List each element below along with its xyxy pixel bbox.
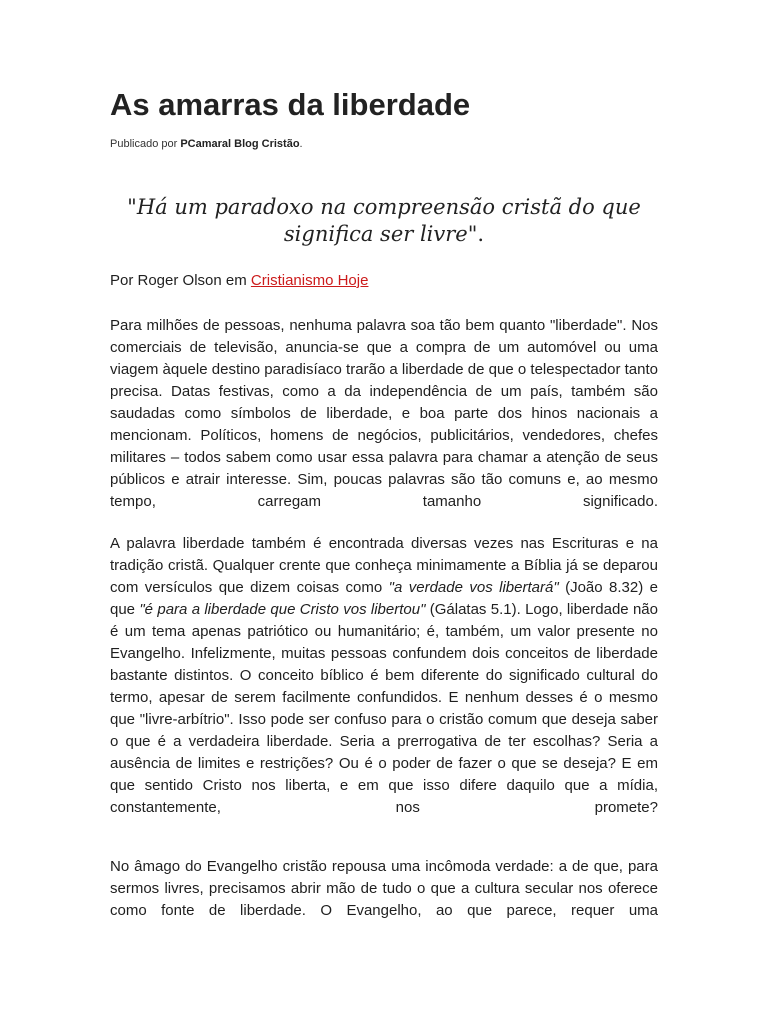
source-link[interactable]: Cristianismo Hoje [250, 272, 369, 289]
paragraph-1: Para milhões de pessoas, nenhuma palavra soa tão bem quanto "liberdade". Nos comerciais de televisão, anuncia-se que a compra de um automóvel ou uma viagem àquele destino paradisíaco trarão a liberdade de que o telespectador tanto precisa. Datas festivas, como a da independência de um país, também são saudadas como símbolos de liberdade, e boa parte dos hinos nacionais a mencionam. Políticos, homens de negócios, publicitários, vendedores, chefes militares – todos sabem como usar essa palavra para chamar a atenção de seus públicos e atrair interesse. Sim, poucas palavras são tão comuns e, ao mesmo tempo, carregam tamanho significado. [110, 317, 658, 510]
author-prefix: Por Roger Olson em [110, 272, 247, 289]
paragraph-2-part-b: (João 8.32) e que [110, 579, 658, 618]
author-line [110, 271, 368, 291]
byline [110, 137, 303, 151]
byline-suffix: . [299, 138, 303, 150]
quote-close: ". [467, 222, 485, 246]
article-title: As amarras da liberdade [110, 87, 471, 122]
paragraph-3: No âmago do Evangelho cristão repousa uma incômoda verdade: a de que, para sermos livres, precisamos abrir mão de tudo o que a cultura secular nos oferece como fonte de liberdade. O Evangelho, ao que parece, requer uma [110, 858, 658, 919]
quote-text: Há um paradoxo na compreensão cristã do que significa ser livre [136, 195, 641, 246]
paragraph-2 [110, 533, 658, 819]
pull-quote [110, 194, 658, 248]
scripture-quote-1: "a verdade vos libertará" [388, 579, 559, 596]
paragraph-2-part-a: A palavra liberdade também é encontrada diversas vezes nas Escrituras e na tradição cristã. Qualquer crente que conheça minimamente a Bíblia já se deparou com versículos que dizem coisas como [110, 535, 658, 596]
byline-author: PCamaral Blog Cristão [180, 138, 300, 150]
paragraph-2-part-c: (Gálatas 5.1). Logo, liberdade não é um tema apenas patriótico ou humanitário; é, também, um valor presente no Evangelho. Infelizmente, muitas pessoas confundem dois conceitos de liberdade bastante distintos. O conceito bíblico é bem diferente do significado cultural do termo, apesar de serem facilmente confundidos. E nenhum desses é o mesmo que "livre-arbítrio". Isso pode ser confuso para o cristão comum que deseja saber o que é a verdadeira liberdade. Seria a prerrogativa de ter escolhas? Seria a ausência de limites e restrições? Ou é o poder de fazer o que se deseja? E em que sentido Cristo nos liberta, e em que isso difere daquilo que a mídia, constantemente, nos promete? [110, 601, 658, 816]
byline-prefix: Publicado por [110, 138, 178, 150]
quote-open: " [127, 195, 137, 219]
scripture-quote-2: "é para a liberdade que Cristo vos libertou" [139, 601, 426, 618]
